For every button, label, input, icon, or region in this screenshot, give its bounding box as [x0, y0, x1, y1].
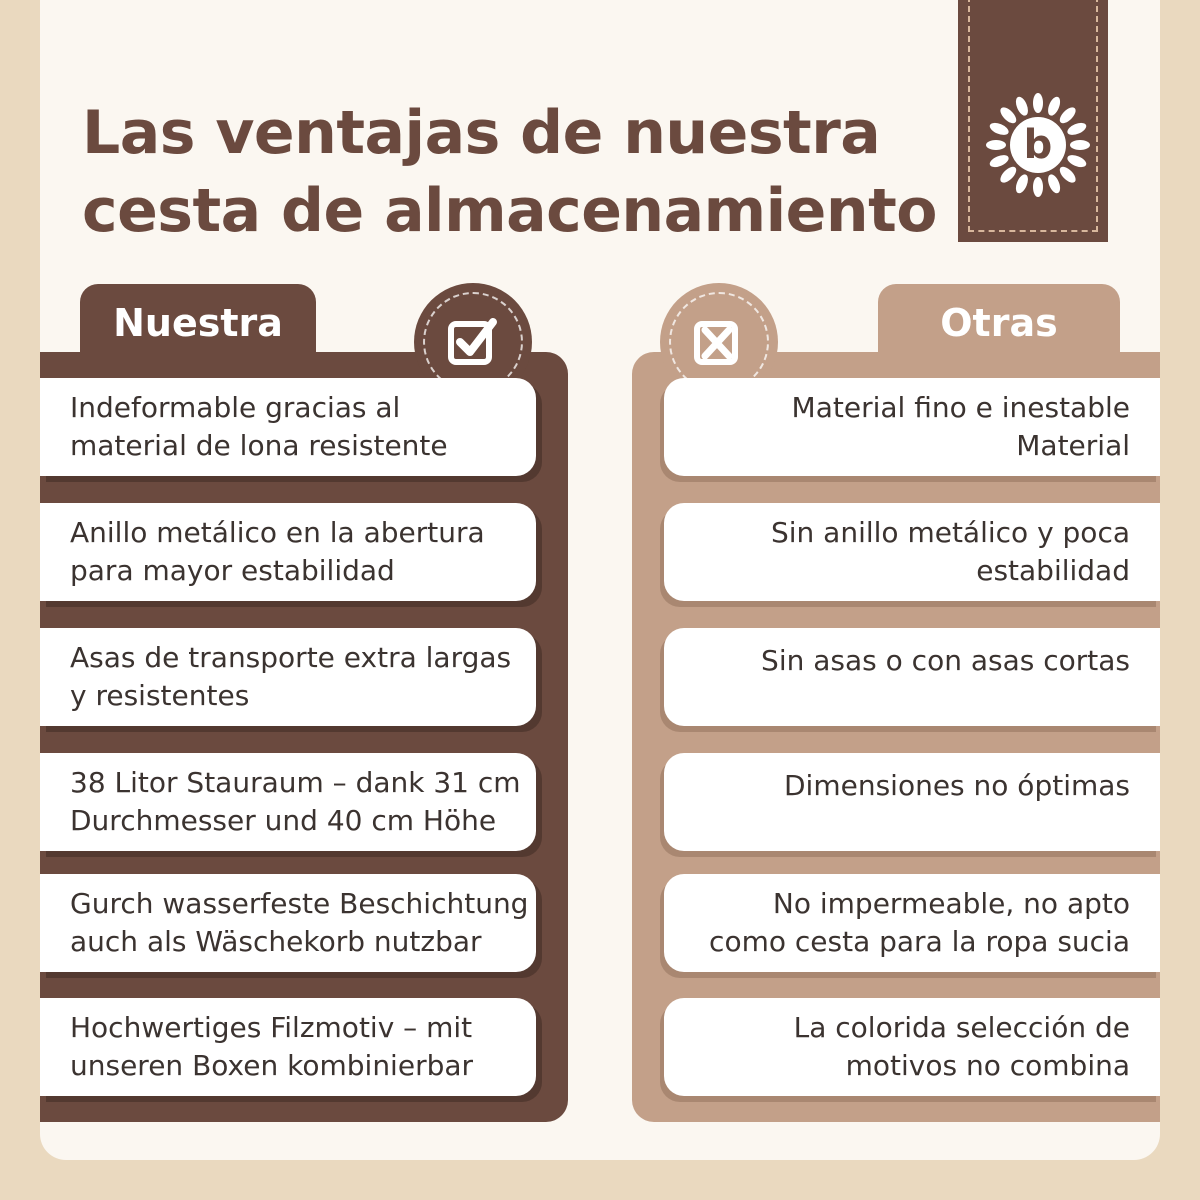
left-item-6-line1: Hochwertiges Filzmotiv – mit [70, 1011, 473, 1044]
left-item-1-line2: material de lona resistente [70, 429, 448, 462]
x-box-icon [689, 312, 749, 372]
right-item-5 [664, 874, 1160, 972]
left-item-3 [40, 628, 536, 726]
right-item-3-line1: Sin asas o con asas cortas [761, 644, 1130, 677]
left-item-6 [40, 998, 536, 1096]
logo-letter: b [1023, 122, 1053, 168]
left-item-1 [40, 378, 536, 476]
left-item-1-line1: Indeformable gracias al [70, 391, 401, 424]
right-item-4 [664, 753, 1160, 851]
left-item-4-line1: 38 Litor Stauraum – dank 31 cm [70, 766, 521, 799]
left-item-3-line1: Asas de transporte extra largas [70, 641, 512, 674]
title-line-2: cesta de almacenamiento [82, 176, 937, 246]
right-item-5-line1: No impermeable, no apto [772, 887, 1130, 920]
badge-stitching [423, 292, 523, 392]
right-item-1-line1: Material fino e inestable [791, 391, 1130, 424]
page-title [82, 94, 942, 250]
left-item-4-line2: Durchmesser und 40 cm Höhe [70, 804, 497, 837]
otras-header: Otras [878, 284, 1120, 362]
right-item-4-line1: Dimensiones no óptimas [783, 769, 1130, 802]
right-item-1 [664, 378, 1160, 476]
left-item-5-line2: auch als Wäschekorb nutzbar [70, 925, 482, 958]
brand-logo [985, 92, 1091, 198]
left-item-2 [40, 503, 536, 601]
right-item-6-line2: motivos no combina [845, 1049, 1130, 1082]
left-item-5-line1: Gurch wasserfeste Beschichtung [70, 887, 529, 920]
right-item-2 [664, 503, 1160, 601]
check-box-icon [443, 312, 503, 372]
nuestra-header: Nuestra [80, 284, 316, 362]
right-item-5-line2: como cesta para la ropa sucia [709, 925, 1130, 958]
right-item-2-line2: estabilidad [976, 554, 1130, 587]
left-item-3-line2: y resistentes [70, 679, 250, 712]
left-item-2-line2: para mayor estabilidad [70, 554, 395, 587]
right-item-3 [664, 628, 1160, 726]
left-item-5 [40, 874, 536, 972]
right-item-6-line1: La colorida selección de [793, 1011, 1130, 1044]
title-line-1: Las ventajas de nuestra [82, 98, 881, 168]
right-item-2-line1: Sin anillo metálico y poca [770, 516, 1130, 549]
left-item-2-line1: Anillo metálico en la abertura [70, 516, 485, 549]
badge-stitching [669, 292, 769, 392]
left-item-6-line2: unseren Boxen kombinierbar [70, 1049, 474, 1082]
left-item-4 [40, 753, 536, 851]
right-item-1-line2: Material [1016, 429, 1130, 462]
right-item-6 [664, 998, 1160, 1096]
